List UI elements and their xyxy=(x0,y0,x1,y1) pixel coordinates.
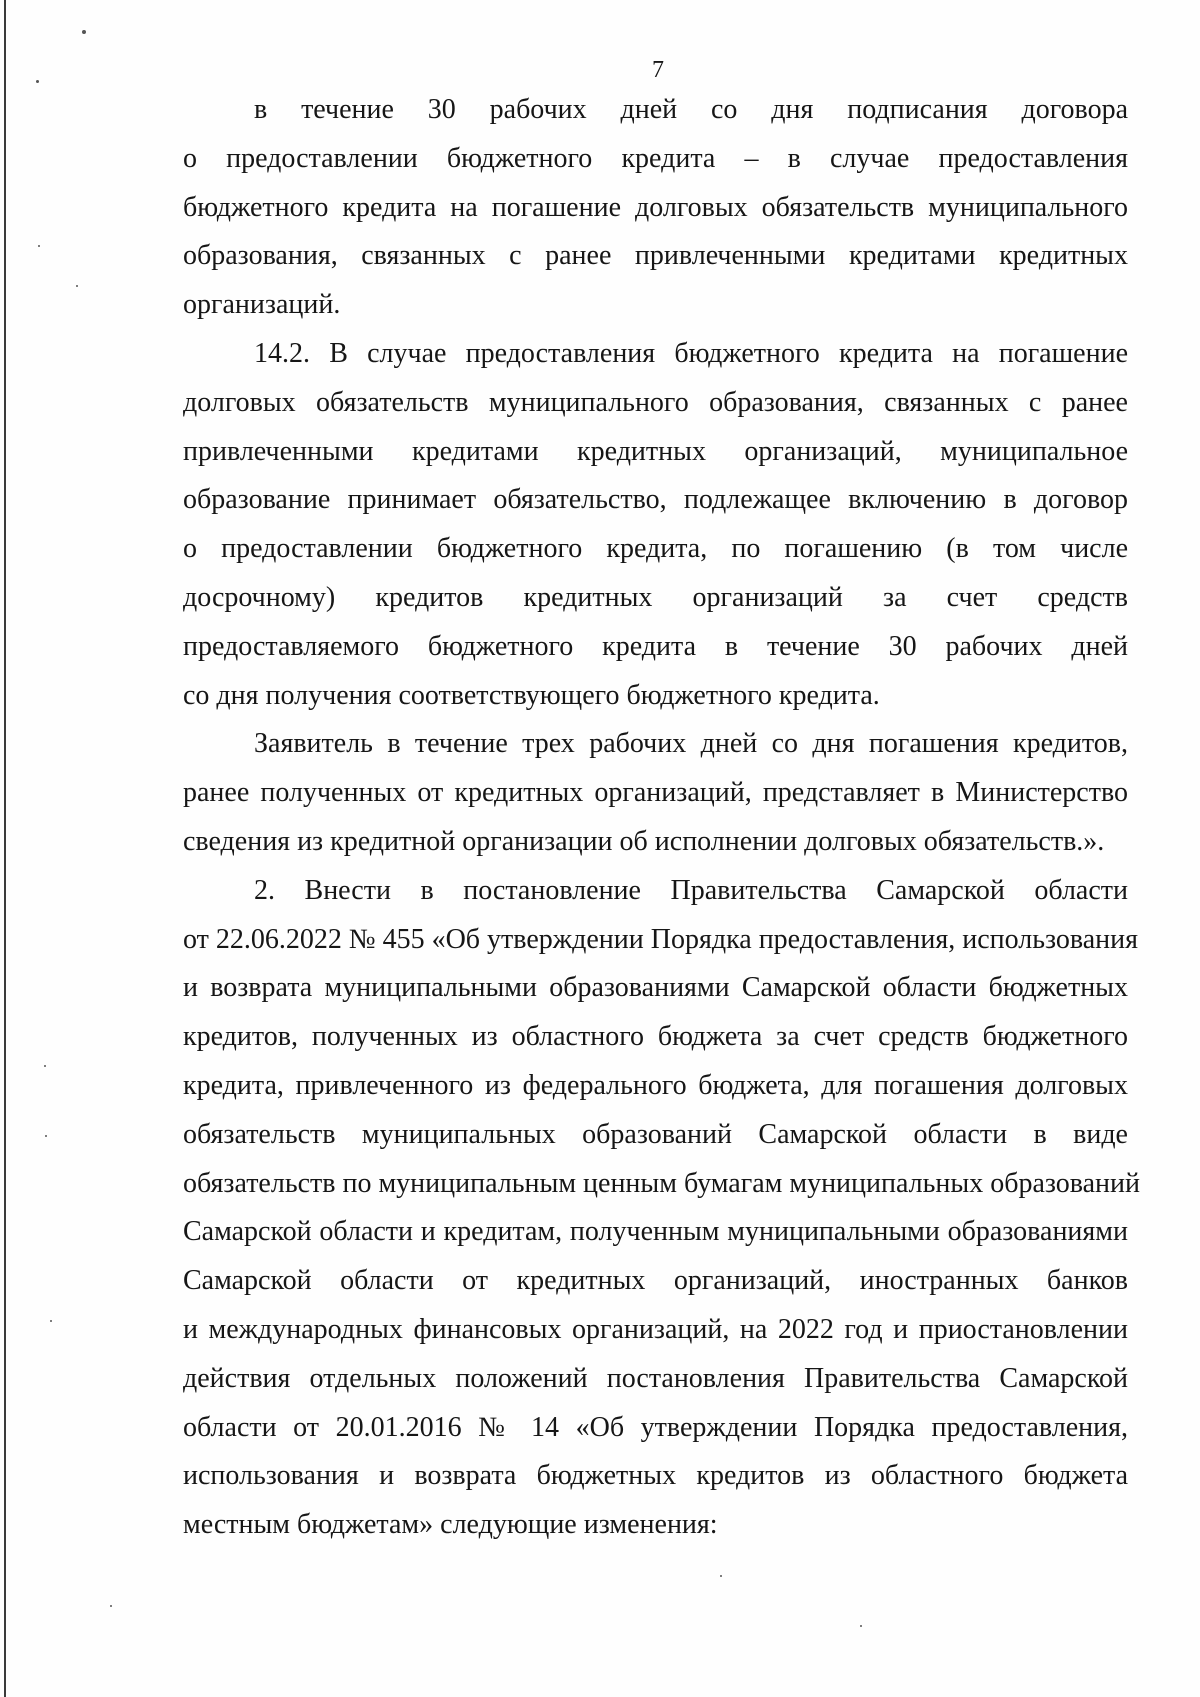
text-line: обязательств муниципальных образований Самарской области в виде xyxy=(183,1118,1128,1150)
text-line: Самарской области и кредитам, полученным муниципальными образованиями xyxy=(183,1216,1128,1248)
text-line: долговых обязательств муниципального образования, связанных с ранее xyxy=(183,386,1128,418)
text-line: о предоставлении бюджетного кредита – в случае предоставления xyxy=(183,142,1128,174)
text-line: Самарской области от кредитных организаций, иностранных банков xyxy=(183,1265,1128,1297)
text-line: бюджетного кредита на погашение долговых обязательств муниципального xyxy=(183,191,1128,223)
text-line: и международных финансовых организаций, на 2022 год и приостановлении xyxy=(183,1313,1128,1345)
text-line: образования, связанных с ранее привлеченными кредитами кредитных xyxy=(183,240,1128,272)
text-line: и возврата муниципальными образованиями Самарской области бюджетных xyxy=(183,972,1128,1004)
text-line: действия отдельных положений постановления Правительства Самарской xyxy=(183,1362,1128,1394)
text-line: использования и возврата бюджетных кредитов из областного бюджета xyxy=(183,1460,1128,1492)
text-line: предоставляемого бюджетного кредита в течение 30 рабочих дней xyxy=(183,630,1128,662)
document-body xyxy=(183,86,1141,1550)
scan-speck xyxy=(82,30,86,34)
text-line: обязательств по муниципальным ценным бумагам муниципальных образований xyxy=(183,1167,1141,1199)
text-line: образование принимает обязательство, подлежащее включению в договор xyxy=(183,484,1128,516)
scan-speck xyxy=(38,245,40,247)
text-line: кредита, привлеченного из федерального бюджета, для погашения долговых xyxy=(183,1069,1128,1101)
text-line: от 22.06.2022 № 455 «Об утверждении Порядка предоставления, использования xyxy=(183,923,1139,955)
text-line: привлеченными кредитами кредитных организаций, муниципальное xyxy=(183,435,1128,467)
text-line: кредитов, полученных из областного бюджета за счет средств бюджетного xyxy=(183,1021,1128,1053)
text-line: в течение 30 рабочих дней со дня подписания договора xyxy=(254,94,1128,125)
text-line: местным бюджетам» следующие изменения: xyxy=(183,1509,718,1541)
scan-speck xyxy=(110,1605,112,1607)
page-number: 7 xyxy=(652,57,664,83)
text-line: области от 20.01.2016 № 14 «Об утверждении Порядка предоставления, xyxy=(183,1411,1128,1443)
scan-speck xyxy=(44,1065,46,1067)
text-line: со дня получения соответствующего бюджетного кредита. xyxy=(183,679,880,711)
text-line: 2. Внести в постановление Правительства Самарской области xyxy=(254,874,1128,906)
scan-speck xyxy=(76,285,78,287)
text-line: сведения из кредитной организации об исполнении долговых обязательств.». xyxy=(183,825,1105,857)
scan-page-edge xyxy=(4,0,6,1697)
text-line: досрочному) кредитов кредитных организаций за счет средств xyxy=(183,581,1128,613)
text-line: ранее полученных от кредитных организаций, представляет в Министерство xyxy=(183,777,1128,809)
scan-speck xyxy=(45,1135,47,1137)
scan-speck xyxy=(720,1575,722,1577)
text-line: 14.2. В случае предоставления бюджетного кредита на погашение xyxy=(254,337,1128,369)
scan-speck xyxy=(50,1320,52,1322)
scan-speck xyxy=(860,1625,862,1627)
text-line: организаций. xyxy=(183,289,341,321)
text-line: Заявитель в течение трех рабочих дней со дня погашения кредитов, xyxy=(254,728,1128,760)
text-line: о предоставлении бюджетного кредита, по погашению (в том числе xyxy=(183,533,1128,565)
